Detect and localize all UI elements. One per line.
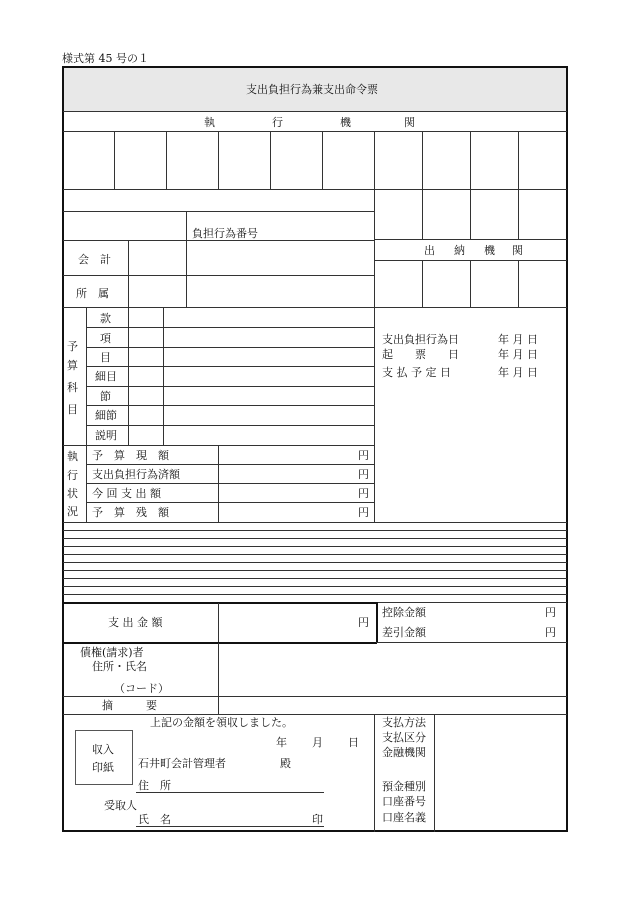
burden-date-label: 支出負担行為日 bbox=[382, 333, 459, 346]
net-amount-label: 差引金額 bbox=[382, 626, 426, 639]
deduction-yen: 円 bbox=[545, 606, 556, 619]
burden-done-label: 支出負担行為済額 bbox=[92, 468, 180, 481]
budget-subject-1: 予 bbox=[67, 340, 78, 353]
creditor-address-label: 住所・氏名 bbox=[92, 660, 147, 673]
budget-item-moku: 目 bbox=[100, 351, 111, 364]
treasury-header-4: 関 bbox=[512, 244, 523, 257]
seal-mark: 印 bbox=[312, 813, 323, 826]
net-amount-yen: 円 bbox=[545, 626, 556, 639]
budget-subject-3: 科 bbox=[67, 381, 78, 394]
payment-category-label: 支払区分 bbox=[382, 731, 426, 744]
treasury-header-1: 出 bbox=[424, 244, 435, 257]
account-number-label: 口座番号 bbox=[382, 795, 426, 808]
receipt-day: 日 bbox=[348, 736, 359, 749]
receipt-text: 上記の金額を領収しました。 bbox=[150, 716, 293, 729]
payment-amount-label: 支 出 金 額 bbox=[108, 616, 163, 629]
revenue-stamp-box bbox=[75, 730, 133, 785]
budget-remaining-yen: 円 bbox=[358, 506, 369, 519]
account-name-label: 口座名義 bbox=[382, 811, 426, 824]
burden-done-yen: 円 bbox=[358, 468, 369, 481]
budget-item-setsu: 節 bbox=[100, 390, 111, 403]
budget-current-label: 予 算 現 額 bbox=[92, 449, 169, 462]
summary-label: 摘 要 bbox=[102, 699, 157, 712]
receipt-year: 年 bbox=[276, 736, 287, 749]
budget-item-setsumei: 説明 bbox=[95, 429, 117, 442]
treasury-header-3: 機 bbox=[484, 244, 495, 257]
receipt-month: 月 bbox=[312, 736, 323, 749]
creditor-label: 債権(請求)者 bbox=[80, 646, 144, 659]
exec-header-1: 執 bbox=[204, 116, 215, 129]
form-title: 支出負担行為兼支出命令票 bbox=[246, 83, 378, 96]
exec-header-3: 機 bbox=[340, 116, 351, 129]
code-label: （コード） bbox=[114, 682, 169, 695]
issue-date-label: 起 票 日 bbox=[382, 348, 459, 361]
budget-subject-4: 目 bbox=[67, 403, 78, 416]
this-payment-label: 今 回 支 出 額 bbox=[92, 487, 161, 500]
treasury-header-2: 納 bbox=[454, 244, 465, 257]
payment-date-ymd: 年 月 日 bbox=[498, 366, 538, 379]
stamp-label-1: 収入 bbox=[92, 743, 114, 756]
exec-header-2: 行 bbox=[272, 116, 283, 129]
this-payment-yen: 円 bbox=[358, 487, 369, 500]
stamp-label-2: 印紙 bbox=[92, 761, 114, 774]
budget-item-kan: 款 bbox=[100, 312, 111, 325]
deduction-label: 控除金額 bbox=[382, 606, 426, 619]
bank-label: 金融機関 bbox=[382, 746, 426, 759]
budget-subject-2: 算 bbox=[67, 359, 78, 372]
recipient-label: 受取人 bbox=[104, 799, 137, 812]
form-number: 様式第 45 号の１ bbox=[62, 52, 149, 65]
payment-method-label: 支払方法 bbox=[382, 716, 426, 729]
status-label-1: 執 bbox=[67, 450, 78, 463]
budget-item-saimoku: 細目 bbox=[95, 370, 117, 383]
status-label-2: 行 bbox=[67, 469, 78, 482]
deposit-type-label: 預金種別 bbox=[382, 780, 426, 793]
status-label-4: 況 bbox=[67, 505, 78, 518]
affiliation-label: 所 属 bbox=[76, 287, 109, 300]
exec-header-4: 関 bbox=[404, 116, 415, 129]
treasurer-label: 石井町会計管理者 bbox=[138, 757, 226, 770]
budget-current-yen: 円 bbox=[358, 449, 369, 462]
accounting-label: 会 計 bbox=[78, 253, 111, 266]
burden-date-ymd: 年 月 日 bbox=[498, 333, 538, 346]
burden-number-label: 負担行為番号 bbox=[192, 227, 258, 240]
budget-item-saisetsu: 細節 bbox=[95, 409, 117, 422]
budget-item-kou: 項 bbox=[100, 332, 111, 345]
budget-remaining-label: 予 算 残 額 bbox=[92, 506, 169, 519]
name-label: 氏 名 bbox=[138, 813, 171, 826]
address-label: 住 所 bbox=[138, 779, 171, 792]
status-label-3: 状 bbox=[67, 487, 78, 500]
issue-date-ymd: 年 月 日 bbox=[498, 348, 538, 361]
honorific: 殿 bbox=[280, 757, 291, 770]
payment-amount-yen: 円 bbox=[358, 616, 369, 629]
payment-date-label: 支 払 予 定 日 bbox=[382, 366, 451, 379]
